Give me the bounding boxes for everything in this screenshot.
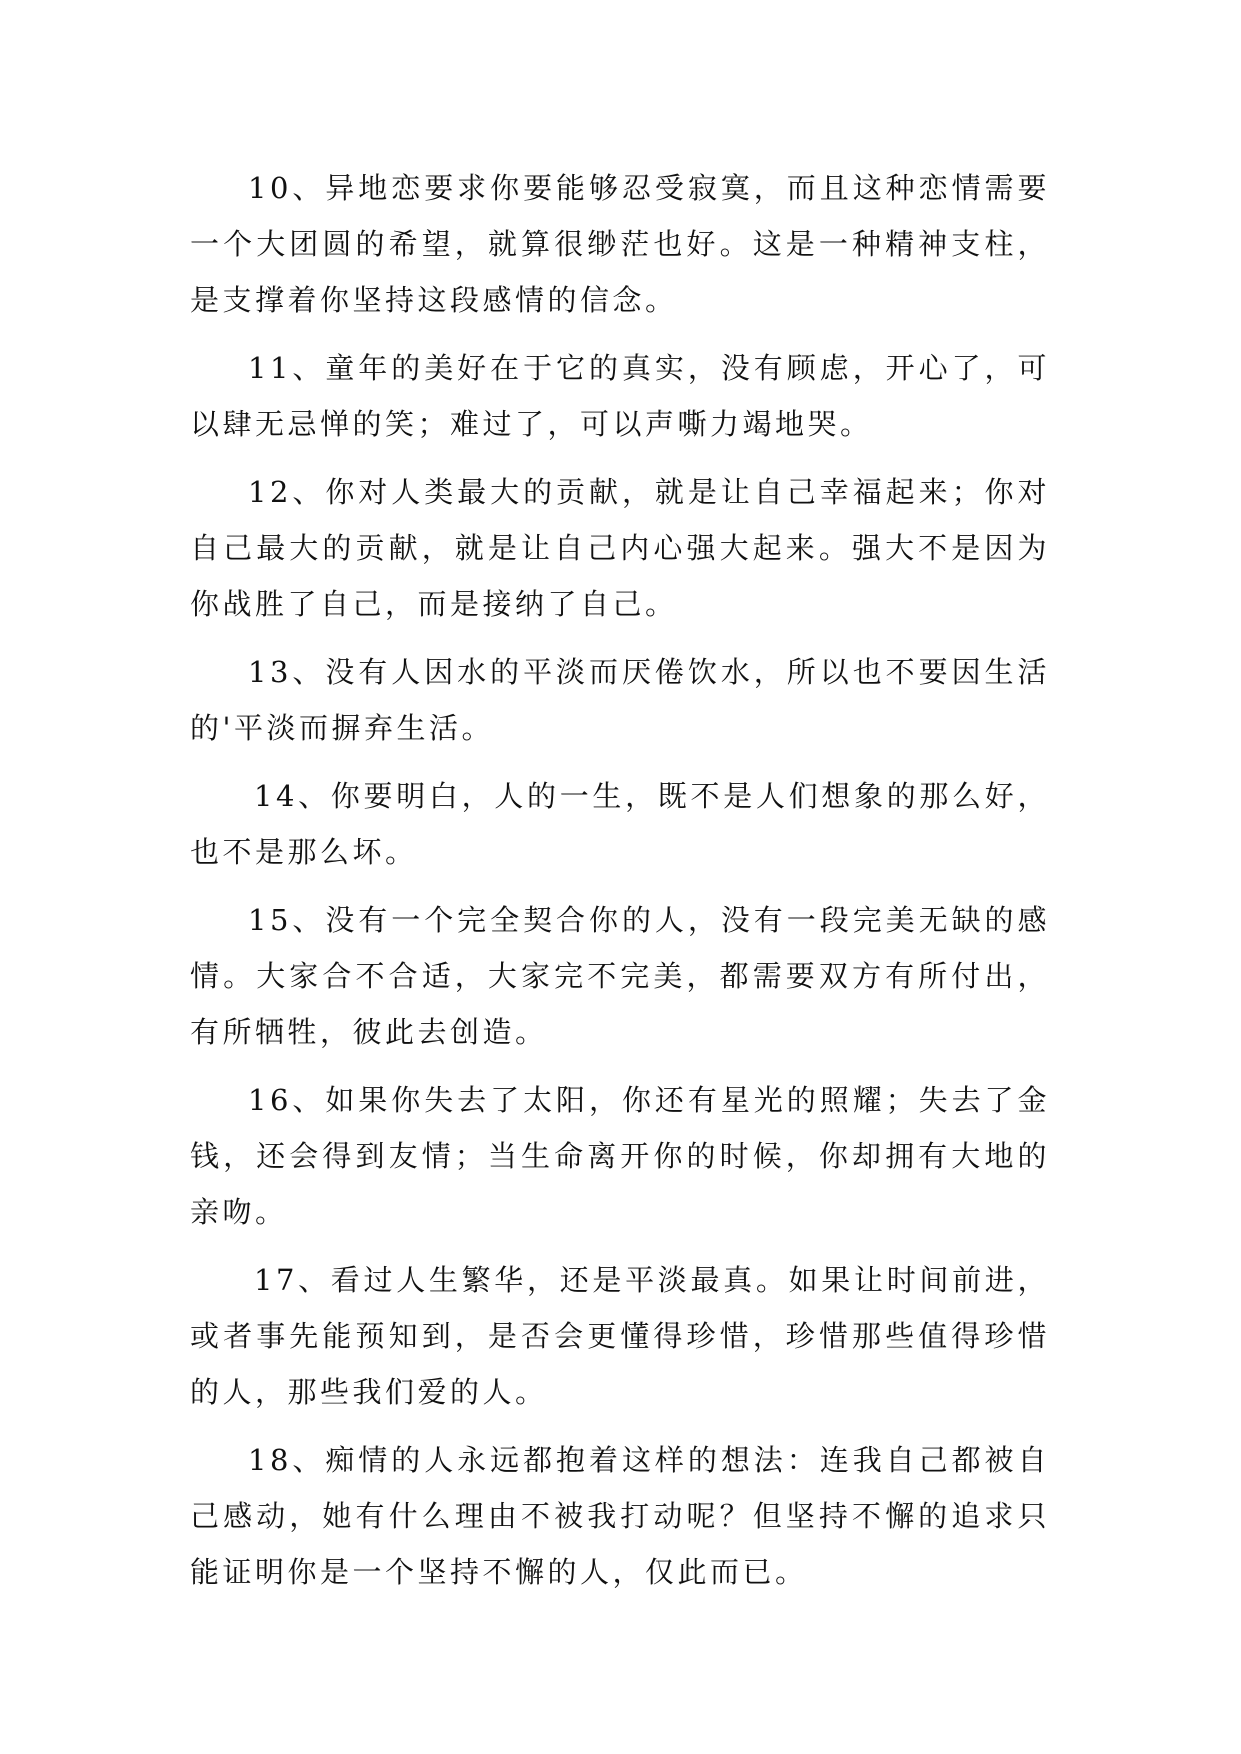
paragraph-14: 14、你要明白，人的一生，既不是人们想象的那么好，也不是那么坏。 <box>190 779 1050 869</box>
paragraph-16: 16、如果你失去了太阳，你还有星光的照耀；失去了金钱，还会得到友情；当生命离开你的时候，你却拥有大地的亲吻。 <box>190 1083 1050 1229</box>
paragraph-18: 18、痴情的人永远都抱着这样的想法：连我自己都被自己感动，她有什么理由不被我打动呢？但坚持不懈的追求只能证明你是一个坚持不懈的人，仅此而已。 <box>190 1443 1050 1589</box>
paragraph-15: 15、没有一个完全契合你的人，没有一段完美无缺的感情。大家合不合适，大家完不完美，都需要双方有所付出，有所牺牲，彼此去创造。 <box>190 903 1050 1049</box>
paragraph-11: 11、童年的美好在于它的真实，没有顾虑，开心了，可以肆无忌惮的笑；难过了，可以声嘶力竭地哭。 <box>190 351 1050 441</box>
document-body <box>190 160 1050 1612</box>
paragraph-12: 12、你对人类最大的贡献，就是让自己幸福起来；你对自己最大的贡献，就是让自己内心强大起来。强大不是因为你战胜了自己，而是接纳了自己。 <box>190 475 1050 621</box>
paragraph-10: 10、异地恋要求你要能够忍受寂寞，而且这种恋情需要一个大团圆的希望，就算很缈茫也好。这是一种精神支柱，是支撑着你坚持这段感情的信念。 <box>190 171 1050 317</box>
paragraph-17: 17、看过人生繁华，还是平淡最真。如果让时间前进，或者事先能预知到，是否会更懂得珍惜，珍惜那些值得珍惜的人，那些我们爱的人。 <box>190 1263 1050 1409</box>
paragraph-13: 13、没有人因水的平淡而厌倦饮水，所以也不要因生活的'平淡而摒弃生活。 <box>190 655 1050 745</box>
